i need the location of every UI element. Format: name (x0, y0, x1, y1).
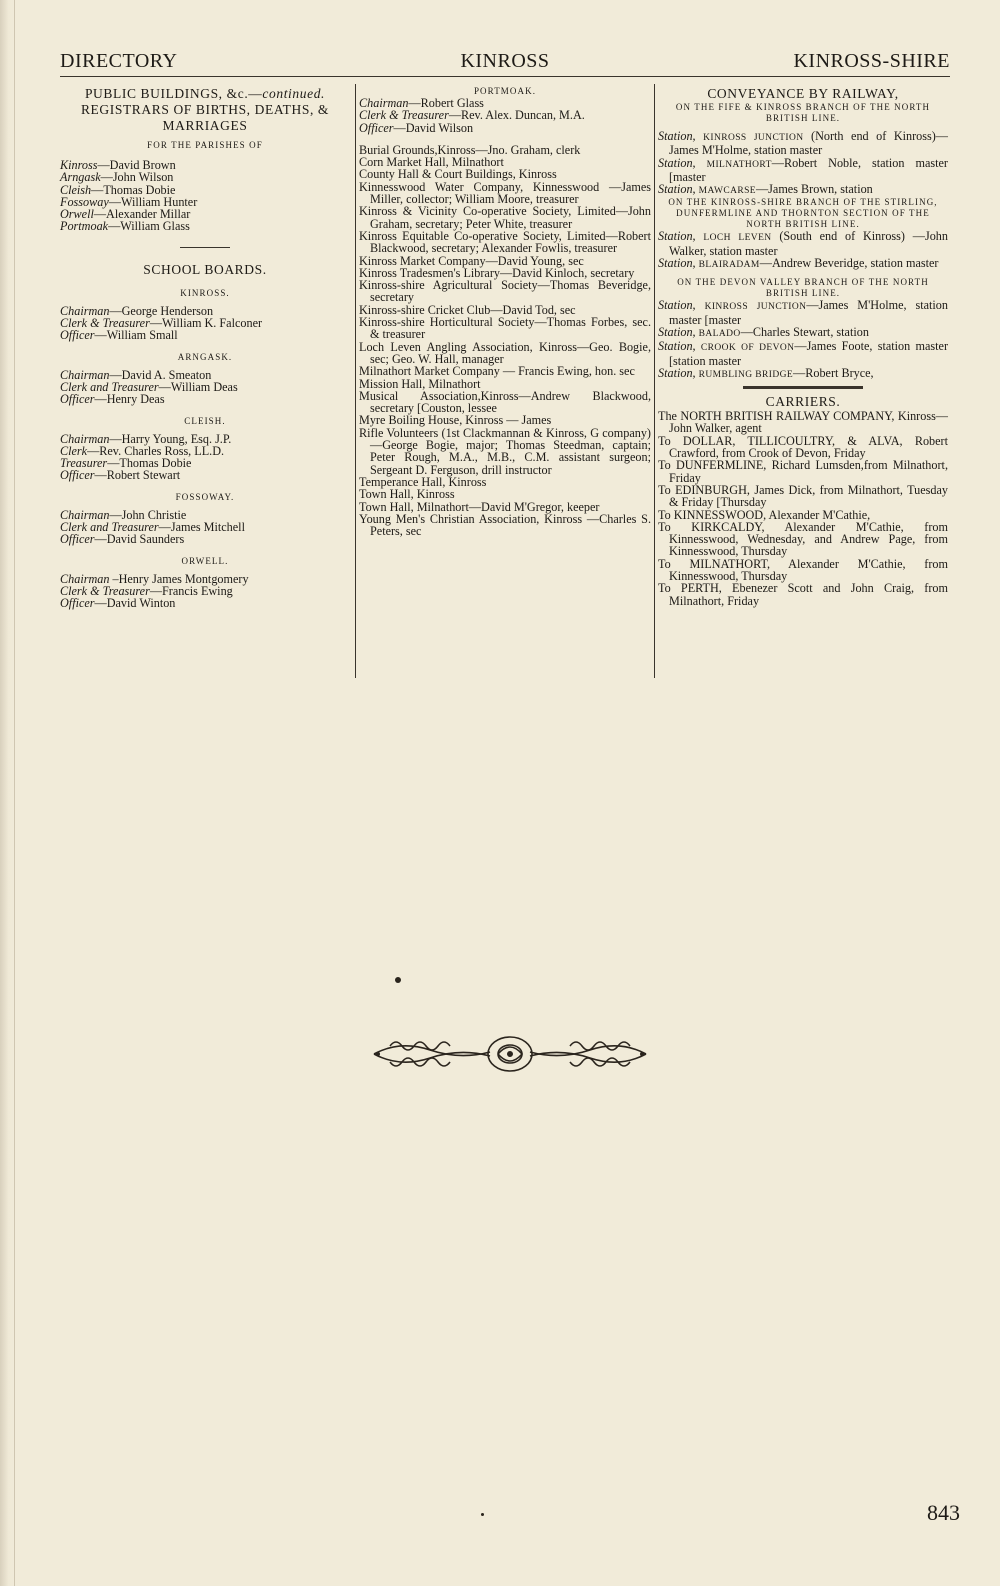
building-entry: Town Hall, Milnathort—David M'Gregor, keeper (359, 499, 600, 514)
officer-name: —David A. Smeaton (109, 367, 212, 382)
station-label: Station, (658, 129, 696, 143)
carrier-entry: To KIRKCALDY, Alexander M'Cathie, from Kinnesswood, Wednesday, and Andrew Page, from Kinnesswood, Thursday (658, 519, 948, 559)
officer-role: Arngask (60, 170, 101, 185)
building-entry: Musical Association,Kinross—Andrew Blackwood, secretary [Couston, lessee (359, 388, 651, 416)
parish-label: KINROSS. (180, 287, 230, 298)
branch-label: ON THE KINROSS-SHIRE BRANCH OF THE STIRLING, DUNFERMLINE AND THORNTON SECTION OF THE NORTH BRITISH LINE. (668, 197, 938, 230)
school-boards-list (60, 278, 350, 610)
officer-name: –Henry James Montgomery (109, 571, 249, 586)
building-entry: Milnathort Market Company — Francis Ewing, hon. sec (359, 364, 635, 379)
station-detail: —Robert Bryce, (793, 365, 874, 380)
section-heading-registrars: REGISTRARS OF BIRTHS, DEATHS, & MARRIAGES (80, 102, 330, 133)
parish-label-portmoak: PORTMOAK. (473, 86, 537, 96)
building-entry: Kinross-shire Cricket Club—David Tod, sec (359, 302, 576, 317)
carriers-list (658, 410, 948, 607)
page-number: 843 (927, 1500, 960, 1525)
station-detail: —James M'Holme, station master [master (669, 298, 948, 327)
officer-name: —Rev. Charles Ross, LL.D. (87, 443, 225, 458)
officer-role: Officer (60, 328, 95, 343)
station-detail: —Andrew Beveridge, station master (759, 256, 939, 271)
officer-name: —David Saunders (94, 532, 185, 547)
building-entry: Town Hall, Kinross (359, 487, 455, 502)
building-entry: Kinnesswood Water Company, Kinnesswood —James Miller, collector; William Moore, treasurer (359, 179, 651, 207)
registrars-list (60, 159, 350, 233)
station-label: Station, (658, 365, 696, 380)
officer-role: Orwell (60, 207, 94, 222)
officer-entry (60, 329, 350, 341)
carrier-entry: To KINNESSWOOD, Alexander M'Cathie, (658, 507, 871, 522)
officer-name: —John Christie (109, 507, 187, 522)
officer-role: Officer (60, 596, 95, 611)
station-label: Station, (658, 182, 696, 197)
station-detail: (South end of Kinross) —John Walker, station master (669, 229, 948, 258)
station-label: Station, (658, 256, 696, 271)
station-detail: —Robert Noble, station master [master (669, 155, 948, 184)
stations-list (658, 230, 948, 271)
station-label: Station, (658, 298, 696, 313)
officer-entry (60, 469, 350, 481)
carrier-entry: To DUNFERMLINE, Richard Lumsden,from Milnathort, Friday (658, 458, 948, 485)
column-divider (654, 84, 655, 678)
station-name: BLAIRADAM (698, 260, 760, 271)
station-entry (658, 157, 948, 184)
officer-entry (359, 122, 651, 134)
station-detail: —James Brown, station (755, 182, 873, 197)
parish-label: CLEISH. (184, 415, 226, 426)
parish-label: ORWELL. (181, 555, 229, 566)
station-name: BALADO (698, 328, 741, 339)
officer-name: —David Winton (94, 596, 176, 611)
officer-name: —Thomas Dobie (107, 456, 192, 471)
building-entry: Kinross Tradesmen's Library—David Kinloch, secretary (359, 265, 635, 280)
running-header (60, 50, 950, 78)
officer-role: Chairman (60, 507, 110, 522)
station-entry (658, 340, 948, 367)
section-heading-school-boards: SCHOOL BOARDS. (143, 261, 267, 277)
officer-name: —Francis Ewing (149, 583, 233, 598)
officer-role: Clerk & Treasurer (60, 316, 150, 331)
officer-role: Cleish (60, 182, 92, 197)
station-entry (658, 257, 948, 271)
parish-label: ARNGASK. (177, 351, 233, 362)
building-entry: Myre Boiling House, Kinross — James (359, 413, 552, 428)
officer-role: Clerk and Treasurer (60, 379, 159, 394)
station-label: Station, (658, 324, 696, 339)
building-entry: Young Men's Christian Association, Kinross —Charles S. Peters, sec (359, 511, 651, 539)
officer-name: —Thomas Dobie (91, 182, 176, 197)
officer-role: Chairman (60, 431, 110, 446)
officer-role: Officer (60, 468, 95, 483)
building-entry: County Hall & Court Buildings, Kinross (359, 167, 557, 182)
officer-entry (60, 597, 350, 609)
parishes-label: FOR THE PARISHES OF (147, 140, 263, 150)
officer-name: —Robert Stewart (94, 468, 181, 483)
officer-role: Portmoak (60, 219, 109, 234)
header-right-title: KINROSS-SHIRE (793, 50, 950, 72)
officer-role: Treasurer (60, 456, 108, 471)
officer-role: Kinross (60, 158, 98, 172)
station-detail: (North end of Kinross)—James M'Holme, station master (669, 129, 948, 158)
officer-name: —William K. Falconer (149, 316, 263, 331)
officer-role: Chairman (359, 96, 409, 110)
decorative-ornament-icon (370, 1032, 650, 1076)
public-buildings-list (359, 144, 651, 538)
officer-name: —Alexander Millar (93, 207, 191, 222)
column-left (60, 86, 350, 610)
section-heading-carriers: CARRIERS. (765, 394, 841, 410)
station-entry (658, 299, 948, 326)
officer-role: Clerk and Treasurer (60, 520, 159, 535)
carrier-entry: To DOLLAR, TILLICOULTRY, & ALVA, Robert Crawford, from Crook of Devon, Friday (658, 433, 948, 461)
officer-role: Chairman (60, 303, 110, 318)
station-entry (658, 130, 948, 157)
officer-role: Fossoway (60, 194, 109, 209)
station-detail: —Charles Stewart, station (740, 324, 869, 339)
officer-name: —John Wilson (100, 170, 174, 185)
officer-name: —Harry Young, Esq. J.P. (109, 431, 232, 446)
station-label: Station, (658, 339, 696, 354)
header-rule (60, 76, 950, 77)
officer-name: —William Hunter (108, 194, 198, 209)
section-rule (743, 386, 863, 389)
building-entry: Kinross-shire Agricultural Society—Thomas Beveridge, secretary (359, 278, 651, 305)
portmoak-board-list (359, 97, 651, 134)
officer-name: —Rev. Alex. Duncan, M.A. (448, 108, 585, 123)
section-heading-public-buildings: PUBLIC BUILDINGS, &c.—continued. (84, 86, 326, 101)
ink-speck (481, 1513, 484, 1516)
building-entry: Kinross & Vicinity Co-operative Society, Limited—John Graham, secretary; Peter White, treasurer (359, 204, 651, 231)
station-entry (658, 230, 948, 257)
section-rule (180, 247, 230, 248)
carrier-entry: To MILNATHORT, Alexander M'Cathie, from Kinnesswood, Thursday (658, 556, 948, 584)
carrier-entry: To EDINBURGH, James Dick, from Milnathort, Tuesday & Friday [Thursday (658, 482, 948, 510)
carrier-entry: To PERTH, Ebenezer Scott and John Craig, from Milnathort, Friday (658, 581, 948, 608)
officer-name: —David Wilson (393, 120, 474, 135)
officer-entry (60, 393, 350, 405)
building-entry: Kinross Market Company—David Young, sec (359, 253, 584, 268)
stations-list (658, 130, 948, 197)
building-entry: Kinross Equitable Co-operative Society, Limited—Robert Blackwood, secretary; Alexander Fowlis, treasurer (359, 228, 651, 256)
officer-role: Clerk & Treasurer (359, 108, 449, 123)
station-detail: —James Foote, station master [station master (669, 339, 949, 368)
stations-list (658, 299, 948, 381)
officer-name: —James Mitchell (158, 520, 245, 535)
station-label: Station, (658, 155, 696, 170)
officer-entry (60, 220, 350, 232)
officer-entry (60, 533, 350, 545)
officer-name: —William Small (94, 328, 178, 343)
officer-role: Officer (359, 120, 394, 135)
parish-label: FOSSOWAY. (175, 491, 235, 502)
station-name: LOCH LEVEN (703, 233, 772, 244)
officer-name: —George Henderson (109, 303, 214, 318)
station-name: CROOK OF DEVON (700, 343, 795, 354)
station-name: KINROSS JUNCTION (704, 302, 807, 313)
header-left-title: DIRECTORY (60, 50, 178, 72)
officer-role: Clerk & Treasurer (60, 583, 150, 598)
officer-name: —William Glass (108, 219, 190, 234)
section-heading-railway: CONVEYANCE BY RAILWAY, (707, 86, 899, 101)
station-entry (658, 183, 948, 197)
column-middle (359, 86, 651, 537)
officer-role: Chairman (60, 367, 110, 382)
station-name: RUMBLING BRIDGE (698, 369, 794, 380)
station-label: Station, (658, 229, 696, 244)
station-name: MAWCARSE (698, 186, 756, 197)
officer-role: Officer (60, 392, 95, 407)
branch-label: ON THE DEVON VALLEY BRANCH OF THE NORTH BRITISH LINE. (677, 277, 929, 299)
header-center-title: KINROSS (460, 50, 550, 72)
station-name: MILNATHORT (706, 159, 772, 170)
station-entry (658, 367, 948, 381)
officer-name: —William Deas (158, 379, 238, 394)
column-right (658, 86, 948, 607)
building-entry: Burial Grounds,Kinross—Jno. Graham, clerk (359, 142, 581, 157)
building-entry: Mission Hall, Milnathort (359, 376, 481, 391)
officer-role: Chairman (60, 571, 110, 586)
building-entry: Temperance Hall, Kinross (359, 474, 487, 489)
officer-name: —Robert Glass (408, 96, 484, 110)
officer-role: Clerk (60, 443, 88, 458)
building-entry: Corn Market Hall, Milnathort (359, 155, 504, 170)
carrier-entry: The NORTH BRITISH RAILWAY COMPANY, Kinross—John Walker, agent (658, 409, 948, 436)
branch-label: ON THE FIFE & KINROSS BRANCH OF THE NORTH BRITISH LINE. (675, 102, 931, 123)
page-binding-edge (0, 0, 15, 1586)
ink-dot (395, 977, 401, 983)
building-entry: Loch Leven Angling Association, Kinross—Geo. Bogie, sec; Geo. W. Hall, manager (359, 339, 651, 366)
station-entry (658, 326, 948, 340)
officer-role: Officer (60, 532, 95, 547)
officer-name: —Henry Deas (94, 392, 165, 407)
officer-name: —David Brown (97, 158, 176, 172)
building-entry: Kinross-shire Horticultural Society—Thomas Forbes, sec. & treasurer (359, 315, 651, 342)
column-divider (355, 84, 356, 678)
building-entry: Rifle Volunteers (1st Clackmannan & Kinross, G company)—George Bogie, major; Thomas Steedman, captain; Peter Rough, M.A., M.B., C.M. assistant surgeon; Sergeant D. Ferguson, drill instructor (359, 425, 651, 477)
station-name: KINROSS JUNCTION (703, 133, 804, 143)
